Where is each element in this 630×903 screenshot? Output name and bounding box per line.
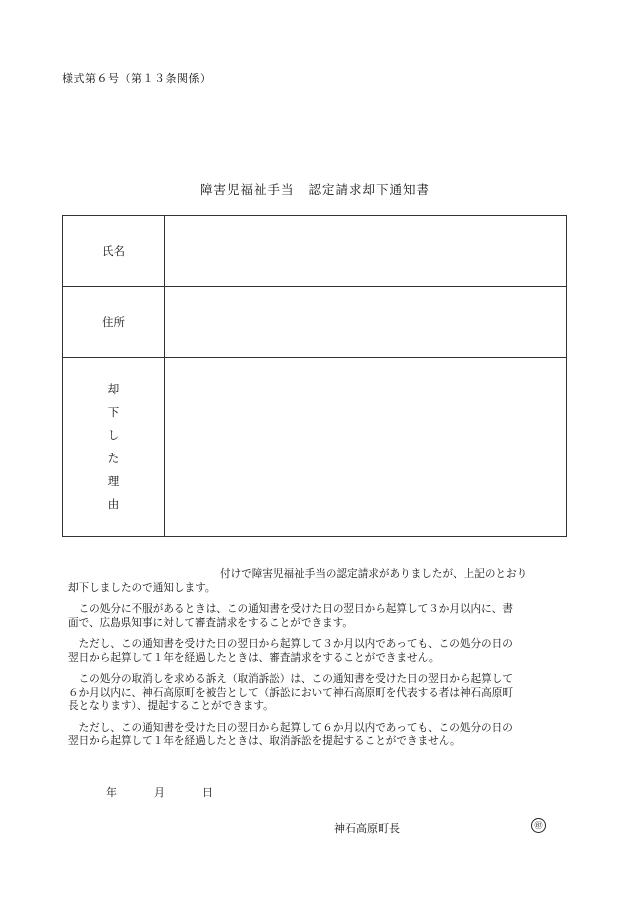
name-row	[63, 216, 567, 287]
applicant-info-table	[62, 215, 567, 537]
lawsuit-line: ６か月以内に、神石高原町を被告として（訴訟において神石高原町を代表する者は神石高原町	[68, 686, 513, 699]
appeal-line: この処分に不服があるときは、この通知書を受けた日の翌日から起算して３か月以内に、書	[68, 603, 513, 615]
appeal-limit-line: ただし、この通知書を受けた日の翌日から起算して３か月以内であっても、この処分の日の	[68, 638, 513, 650]
date-line	[106, 784, 213, 800]
notice-body	[68, 568, 564, 757]
reason-label-char: 却	[107, 382, 120, 396]
reason-row	[63, 358, 567, 537]
name-label: 氏名	[63, 216, 165, 287]
notice-line: 却下しましたので通知します。	[68, 581, 216, 594]
document-title	[0, 180, 630, 198]
reason-label-char: し	[107, 428, 120, 442]
appeal-paragraph	[68, 603, 564, 630]
seal-mark: ㊞	[531, 818, 546, 833]
notice-paragraph	[68, 568, 564, 595]
year-label: 年	[106, 786, 117, 799]
lawsuit-limit-paragraph	[68, 722, 564, 749]
title-notice-name: 認定請求却下通知書	[308, 182, 431, 197]
reason-value	[165, 358, 567, 537]
mayor-title: 神石高原町長	[334, 822, 400, 835]
lawsuit-limit-line: ただし、この通知書を受けた日の翌日から起算して６か月以内であっても、この処分の日の	[68, 721, 513, 734]
reason-label-char: 理	[107, 474, 120, 488]
address-row	[63, 287, 567, 358]
reason-label-char: 由	[107, 497, 120, 511]
month-label: 月	[154, 786, 165, 799]
notice-line: 付けで障害児福祉手当の認定請求がありましたが、上記のとおり	[220, 568, 528, 580]
reason-label-char: た	[107, 451, 120, 465]
form-number: 様式第６号（第１３条関係）	[62, 72, 212, 85]
address-label: 住所	[63, 287, 165, 358]
appeal-limit-paragraph	[68, 638, 564, 665]
reason-label-char: 下	[107, 405, 120, 419]
day-label: 日	[202, 786, 213, 799]
lawsuit-line: この処分の取消しを求める訴え（取消訴訟）は、この通知書を受けた日の翌日から起算して	[68, 673, 513, 685]
appeal-line: 面で、広島県知事に対して審査請求をすることができます。	[68, 616, 353, 629]
lawsuit-paragraph	[68, 673, 564, 714]
lawsuit-limit-line: 翌日から起算して１年を経過したときは、取消訴訟を提起することができません。	[68, 735, 461, 747]
appeal-limit-line: 翌日から起算して１年を経過したときは、審査請求をすることができません。	[68, 651, 440, 664]
address-value	[165, 287, 567, 358]
title-allowance-name: 障害児福祉手当	[199, 182, 295, 197]
name-value	[165, 216, 567, 287]
reason-label	[63, 358, 165, 537]
lawsuit-line: 長となります）、提起することができます。	[68, 700, 274, 712]
